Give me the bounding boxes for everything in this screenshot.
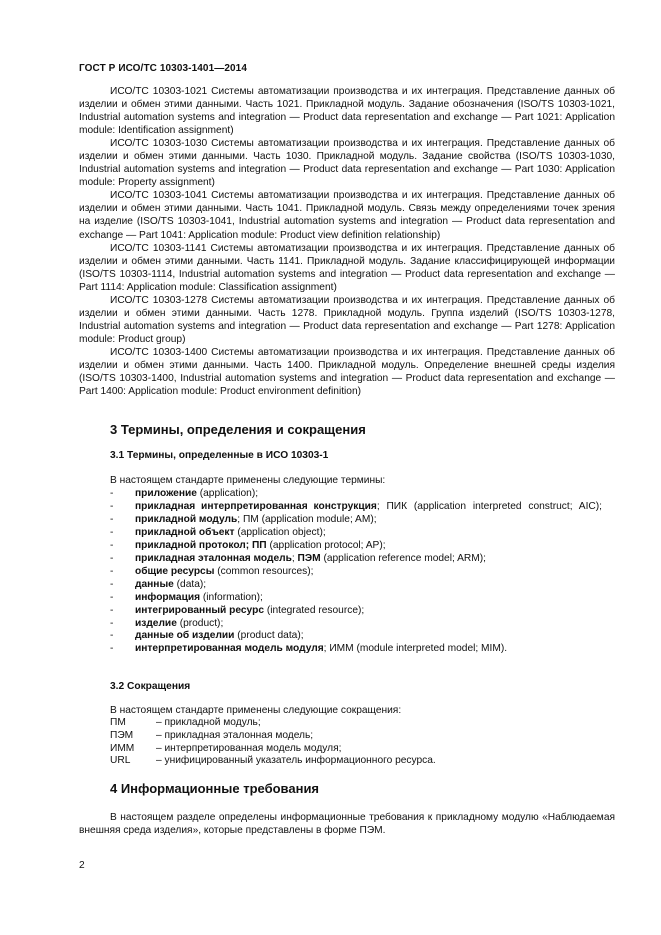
section-3-title: 3 Термины, определения и сокращения	[110, 422, 366, 437]
term-item: - приложение (application);	[110, 488, 259, 499]
abbreviations-intro: В настоящем стандарте применены следующие сокращения:	[110, 705, 402, 716]
abbreviation-row: ПМ – прикладной модуль;	[110, 717, 261, 728]
term-item: - прикладной модуль; ПМ (application module; AM);	[110, 513, 377, 525]
term-item: - прикладной протокол; ПП (application protocol; AP);	[110, 539, 386, 551]
term-item: - интегрированный ресурс (integrated resource);	[110, 604, 365, 616]
subsection-3-1-title: 3.1 Термины, определенные в ИСО 10303-1	[110, 450, 329, 461]
reference-item: ИСО/ТС 10303-1041 Системы автоматизации производства и их интеграция. Представление данных об изделии и обмен этими данными. Часть 1041. Прикладной модуль. Связь между определениями точек зрения на изделие (ISO/TS 10303-1041, Industrial automation systems and integration — Product data representation and exchange — Part 1041: Application module: Product view definition relationship)	[79, 190, 615, 241]
term-item: - данные (data);	[110, 578, 207, 590]
term-item: - интерпретированная модель модуля; ИММ (module interpreted model; MIM).	[110, 643, 508, 655]
normative-references	[79, 85, 615, 398]
section-4-title: 4 Информационные требования	[110, 781, 320, 796]
reference-item: ИСО/ТС 10303-1141 Системы автоматизации производства и их интеграция. Представление данных об изделии и обмен этими данными. Часть 1141. Прикладной модуль. Задание классифицирующей информации (ISO/TS 10303-1114, Industrial automation systems and integration — Product data representation and exchange — Part 1114: Application module: Classification assignment)	[79, 242, 615, 293]
term-item: - общие ресурсы (common resources);	[110, 565, 314, 577]
reference-item: ИСО/ТС 10303-1278 Системы автоматизации производства и их интеграция. Представление данных об изделии и обмен этими данными. Часть 1278. Прикладной модуль. Группа изделий (ISO/TS 10303-1278, Industrial automation systems and integration — Product data representation and exchange — Part 1278: Application module: Product group)	[79, 294, 615, 345]
term-item: - изделие (product);	[110, 617, 224, 629]
term-item: - данные об изделии (product data);	[110, 630, 304, 642]
subsection-3-2-title: 3.2 Сокращения	[110, 681, 191, 692]
document-header: ГОСТ Р ИСО/ТС 10303-1401—2014	[79, 63, 247, 74]
abbreviation-row: ПЭМ – прикладная эталонная модель;	[110, 729, 314, 741]
page-number: 2	[79, 860, 85, 871]
term-item: - прикладная интерпретированная конструкция; ПИК (application interpreted construct; AIC);	[110, 500, 603, 512]
section-4-text: В настоящем разделе определены информационные требования к прикладному модулю «Наблюдаемая внешняя среда изделия», которые представлены в форме ПЭМ.	[79, 812, 615, 836]
term-item: - информация (information);	[110, 591, 263, 603]
abbreviation-row: URL – унифицированный указатель информационного ресурса.	[110, 755, 436, 767]
abbreviation-row: ИММ – интерпретированная модель модуля;	[110, 742, 342, 754]
abbreviations-list	[110, 717, 436, 768]
term-item: - прикладной объект (application object);	[110, 526, 326, 538]
reference-item: ИСО/ТС 10303-1021 Системы автоматизации производства и их интеграция. Представление данных об изделии и обмен этими данными. Часть 1021. Прикладной модуль. Задание обозначения (ISO/TS 10303-1021, Industrial automation systems and integration — Product data representation and exchange — Part 1021: Application module: Identification assignment)	[79, 86, 615, 137]
terms-list	[79, 488, 615, 656]
terms-intro: В настоящем стандарте применены следующие термины:	[110, 475, 386, 486]
term-item: - прикладная эталонная модель; ПЭМ (application reference model; ARM);	[110, 552, 486, 564]
reference-item: ИСО/ТС 10303-1400 Системы автоматизации производства и их интеграция. Представление данных об изделии и обмен этими данными. Часть 1400. Прикладной модуль. Определение внешней среды изделия (ISO/TS 10303-1400, Industrial automation systems and integration — Product data representation and exchange — Part 1400: Application module: Product environment definition)	[79, 346, 615, 398]
reference-item: ИСО/ТС 10303-1030 Системы автоматизации производства и их интеграция. Представление данных об изделии и обмен этими данными. Часть 1030. Прикладной модуль. Задание свойства (ISO/TS 10303-1030, Industrial automation systems and integration — Product data representation and exchange — Part 1030: Application module: Property assignment)	[79, 138, 615, 189]
